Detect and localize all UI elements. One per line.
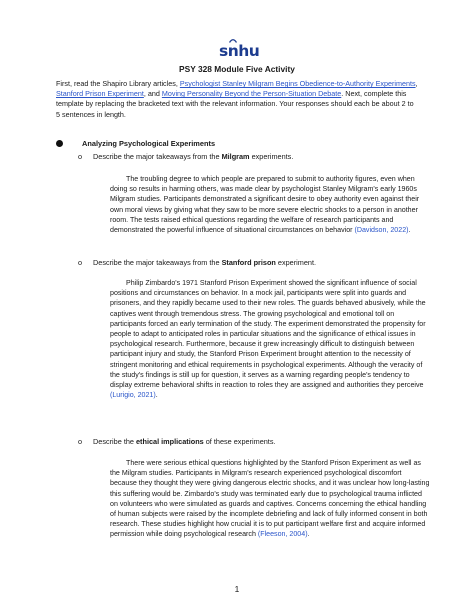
prompt-text: Describe the major takeaways from the bbox=[93, 152, 222, 161]
answer-end: . bbox=[307, 530, 310, 539]
prompt-text: Describe the bbox=[93, 437, 136, 446]
prompt-stanford bbox=[78, 258, 423, 268]
intro-text-1: First, read the Shapiro Library articles, bbox=[56, 79, 180, 88]
citation: (Fleeson, 2004) bbox=[257, 530, 308, 539]
citation: (Davidson, 2022) bbox=[354, 226, 409, 235]
sub-bullet-marker: o bbox=[78, 152, 83, 161]
prompt-text-end: experiments. bbox=[249, 152, 294, 161]
logo-text: snhu bbox=[219, 42, 260, 60]
citation: (Lurigio, 2021) bbox=[110, 391, 156, 400]
bullet-dot-icon bbox=[56, 140, 63, 147]
answer-milgram bbox=[110, 174, 430, 235]
prompt-text-end: experiment. bbox=[275, 258, 317, 267]
answer-stanford bbox=[110, 278, 430, 400]
link-personality-article[interactable]: Moving Personality Beyond the Person-Situation Debate bbox=[161, 89, 342, 99]
prompt-text: Describe the major takeaways from the bbox=[93, 258, 222, 267]
answer-text: Philip Zimbardo's 1971 Stanford Prison Experiment showed the significant influence of social positions and circumstances on behavior. In a mock jail, participants were split into guards and prisoners, and they rapidly became used to their new roles. The guards behaved abusively, while the captives went through tremendous stress. The growing psychological and emotional toll on participants forced an early termination of the study. The experiment demonstrated the propensity for people to adapt to anticipated roles in particular situations and the significance of ethical issues in psychological research. Furthermore, because it grew increasingly difficult to distinguish between participant injury and study, the Stanford Prison Experiment brought attention to the necessity of stringent monitoring and ethical requirements in psychological experiments. Although the veracity of the study's findings is still up for question, it serves as a warning regarding people's tendency to display extreme behavioral shifts in reaction to roles they are assigned and authorities they perceive bbox=[110, 279, 426, 390]
prompt-milgram bbox=[78, 152, 423, 162]
prompt-bold-text: Stanford prison bbox=[221, 258, 276, 267]
answer-text: There were serious ethical questions highlighted by the Stanford Prison Experiment as well as the Milgram studies. Participants in Milgram's research experienced psychological discomfort because they thought they were giving dangerous electric shocks, and it was unclear how long-lasting this suffering would be. Zimbardo's study was terminated early due to psychological trauma inflicted on volunteers who were simulated as guards and captives. Concerns concerning the ethical handling of human subjects were raised by the incomplete debriefing and lack of fully informed consent in both research. These studies highlight how crucial it is to put participant welfare first and acquire informed permission while doing psychological research bbox=[110, 459, 430, 539]
link-milgram-article[interactable]: Psychologist Stanley Milgram Begins Obedience-to-Authority Experiments bbox=[179, 79, 416, 88]
answer-ethics bbox=[110, 458, 430, 540]
answer-end: . bbox=[408, 226, 411, 235]
section-bullet bbox=[56, 138, 418, 149]
sub-bullet-marker: o bbox=[78, 437, 83, 446]
prompt-text-end: of these experiments. bbox=[203, 437, 276, 446]
intro-text-4: . Next, complete this template by replacing the bracketed text with the relevant information. Your responses should each be about 2 to 5 sentences in length. bbox=[56, 89, 414, 119]
intro-text-2: , bbox=[415, 79, 418, 88]
answer-text: The troubling degree to which people are prepared to submit to authority figures, even when doing so results in harming others, was made clear by psychologist Stanley Milgram's early 1960s Milgram studies. Participants demonstrated a significant desire to obey authority even against their own moral views by giving what they saw to be more severe electric shocks to a person in another room. The tests raised ethical questions regarding the welfare of research participants and demonstrated the powerful influence of situational circumstances on behavior bbox=[110, 175, 420, 235]
prompt-ethics bbox=[78, 437, 423, 447]
intro-text-3: , and bbox=[143, 89, 162, 99]
document-title: PSY 328 Module Five Activity bbox=[179, 64, 295, 74]
section-heading: Analyzing Psychological Experiments bbox=[82, 139, 216, 148]
link-stanford-article[interactable]: Stanford Prison Experiment bbox=[56, 89, 144, 99]
prompt-bold-text: ethical implications bbox=[136, 437, 204, 446]
snhu-logo bbox=[219, 40, 260, 60]
page-number: 1 bbox=[234, 584, 240, 594]
answer-end: . bbox=[155, 391, 158, 400]
prompt-bold-text: Milgram bbox=[221, 152, 250, 161]
intro-paragraph bbox=[56, 79, 418, 120]
sub-bullet-marker: o bbox=[78, 258, 83, 267]
